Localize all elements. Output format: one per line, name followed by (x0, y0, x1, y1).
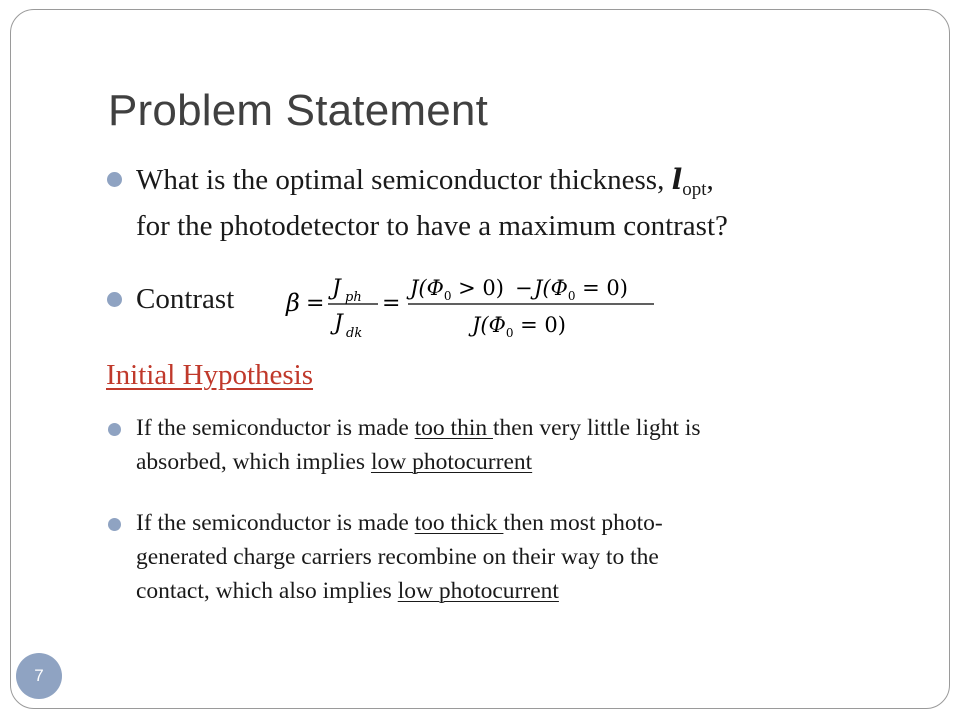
hypothesis-heading: Initial Hypothesis (106, 359, 314, 391)
question-line-1: What is the optimal semiconductor thickness, $l_{opt}$, (136, 163, 714, 200)
underlined-low-photocurrent: low photocurrent (370, 449, 533, 475)
question-line-2: for the photodetector to have a maximum contrast? (136, 210, 728, 242)
slide-number-badge (16, 653, 62, 699)
opt-subscript: opt (682, 179, 707, 200)
hypothesis-item-thick: If the semiconductor is made too thick then most photo- generated charge carriers recombine on their way to the contact, which also implies low photocurrent (136, 510, 663, 604)
slide-number: 7 (34, 666, 44, 685)
bullet-dot (107, 292, 122, 307)
contrast-label: Contrast (136, 283, 235, 315)
formula-jph: J (332, 276, 341, 301)
formula-jdk: J (334, 311, 343, 336)
formula-beta: β (286, 289, 300, 317)
slide-title: Problem Statement (108, 86, 489, 135)
underlined-low-photocurrent: low photocurrent (397, 578, 559, 604)
formula-num-a: $J(\Phi_0 > 0)$ (410, 276, 504, 303)
formula-equals-2: = (382, 291, 401, 316)
sub-bullet-dot (108, 423, 121, 436)
sub-bullet-dot (108, 518, 121, 531)
bullet-dot (107, 172, 122, 187)
l-symbol: l (671, 163, 683, 196)
formula-minus: − (515, 276, 533, 300)
hypothesis-item-thin: If the semiconductor is made too thin then very little light is absorbed, which implies low photocurrent (136, 415, 701, 475)
formula-dk-sub: dk (346, 326, 363, 341)
formula-equals: = (306, 291, 325, 316)
formula-den: $J(\Phi_0 = 0)$ (472, 313, 566, 340)
formula-ph-sub: ph (345, 290, 362, 305)
formula-num-b: $J(\Phi_0 = 0)$ (534, 276, 628, 303)
contrast-formula (282, 268, 662, 348)
underlined-too-thin: too thin (414, 415, 493, 441)
underlined-too-thick: too thick (414, 510, 504, 536)
bullet-question (136, 158, 728, 248)
